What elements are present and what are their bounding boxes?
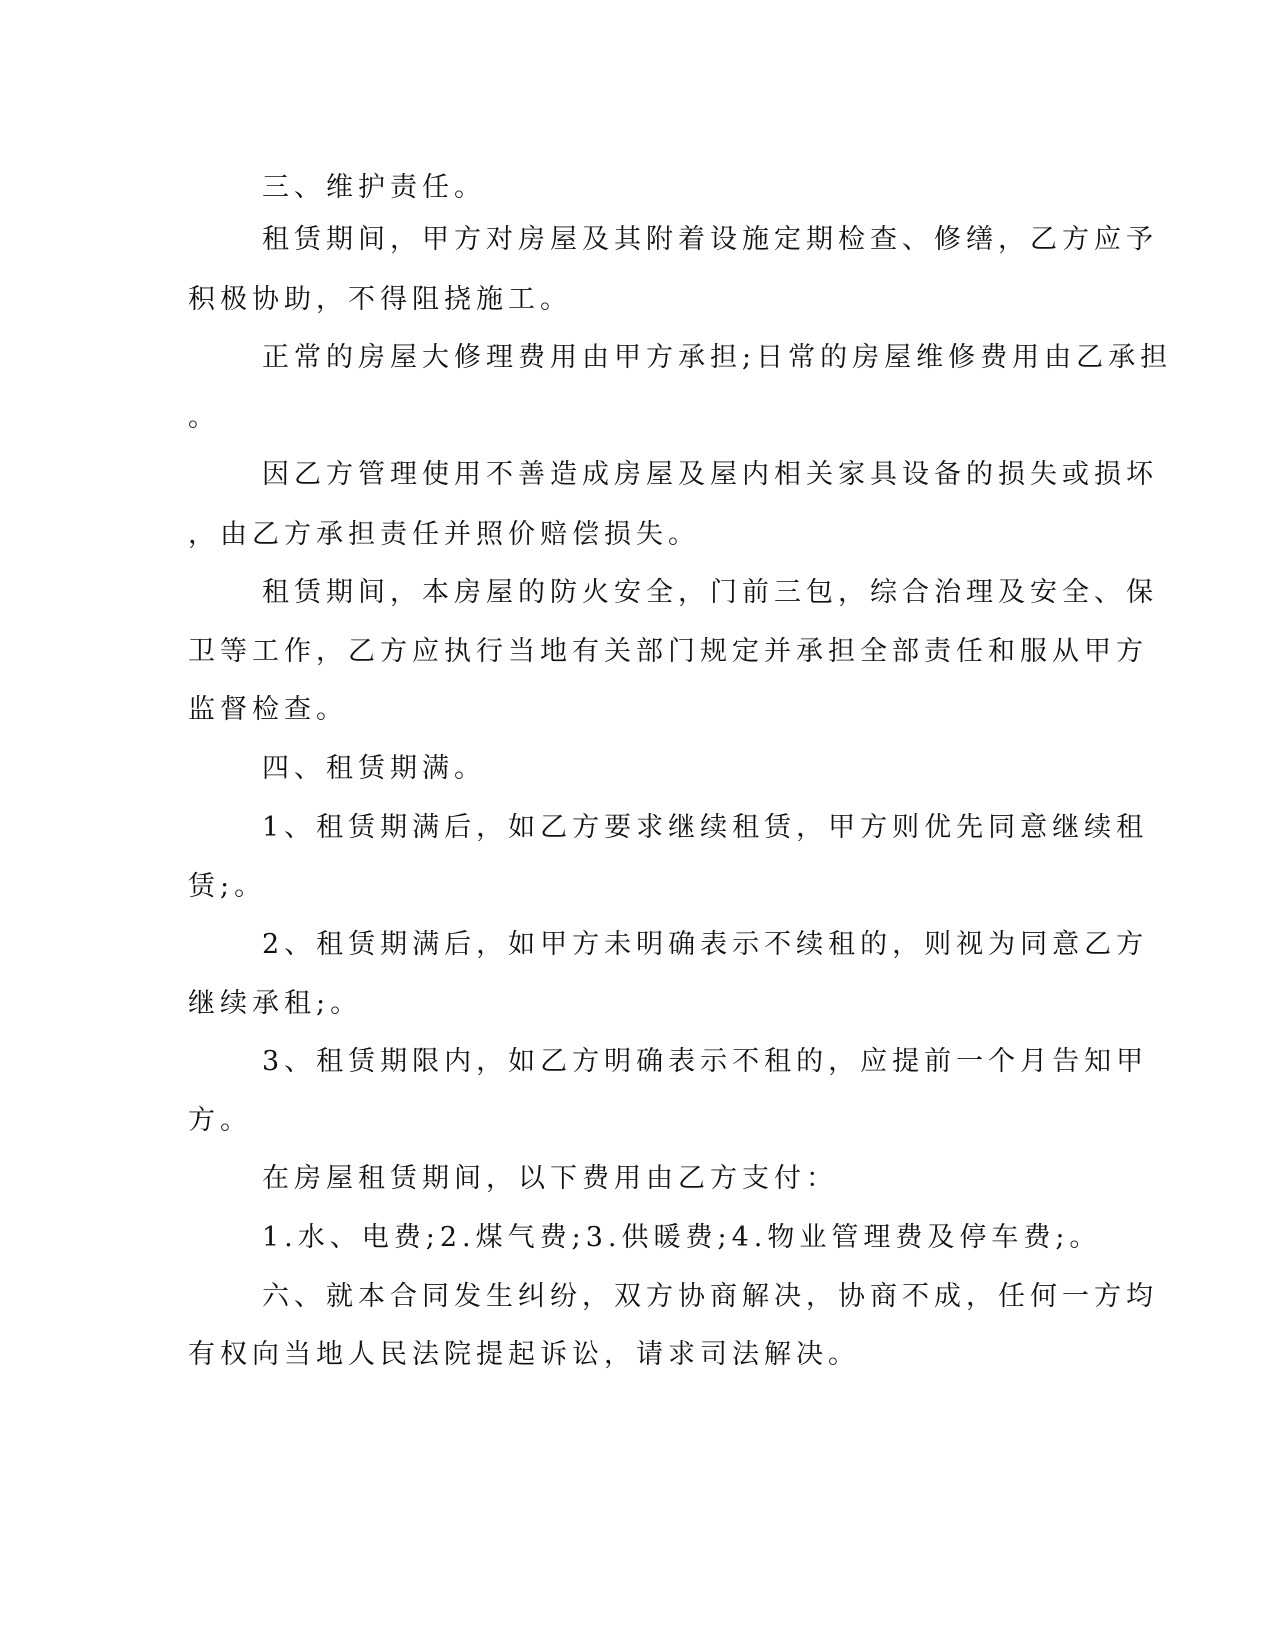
section-heading-lease-expiry: 四、租赁期满。 [262,753,486,784]
paragraph-line: 租赁期间，本房屋的防火安全，门前三包，综合治理及安全、保 [262,577,1158,608]
paragraph-line: 卫等工作，乙方应执行当地有关部门规定并承担全部责任和服从甲方 [188,636,1148,667]
paragraph-line: 2、租赁期满后，如甲方未明确表示不续租的，则视为同意乙方 [262,929,1149,960]
paragraph-line: 因乙方管理使用不善造成房屋及屋内相关家具设备的损失或损坏 [262,459,1158,490]
paragraph-line: 正常的房屋大修理费用由甲方承担;日常的房屋维修费用由乙承担 [262,342,1173,373]
paragraph-line: 。 [188,402,220,433]
paragraph-line: 3、租赁期限内，如乙方明确表示不租的，应提前一个月告知甲 [262,1046,1149,1077]
paragraph-line: 在房屋租赁期间，以下费用由乙方支付： [262,1163,838,1194]
paragraph-line: 租赁期间，甲方对房屋及其附着设施定期检查、修缮，乙方应予 [262,224,1158,255]
paragraph-line: 1.水、电费;2.煤气费;3.供暖费;4.物业管理费及停车费;。 [262,1222,1102,1253]
paragraph-line: 六、就本合同发生纠纷，双方协商解决，协商不成，任何一方均 [262,1281,1158,1312]
paragraph-line: 方。 [188,1105,252,1136]
section-heading-maintenance: 三、维护责任。 [262,172,486,203]
paragraph-line: 有权向当地人民法院提起诉讼，请求司法解决。 [188,1339,860,1370]
paragraph-line: 继续承租;。 [188,988,363,1019]
paragraph-line: 监督检查。 [188,694,348,725]
paragraph-line: 积极协助，不得阻挠施工。 [188,284,572,315]
paragraph-line: 赁;。 [188,871,267,902]
paragraph-line: ，由乙方承担责任并照价赔偿损失。 [188,519,700,550]
paragraph-line: 1、租赁期满后，如乙方要求继续租赁，甲方则优先同意继续租 [262,812,1149,843]
